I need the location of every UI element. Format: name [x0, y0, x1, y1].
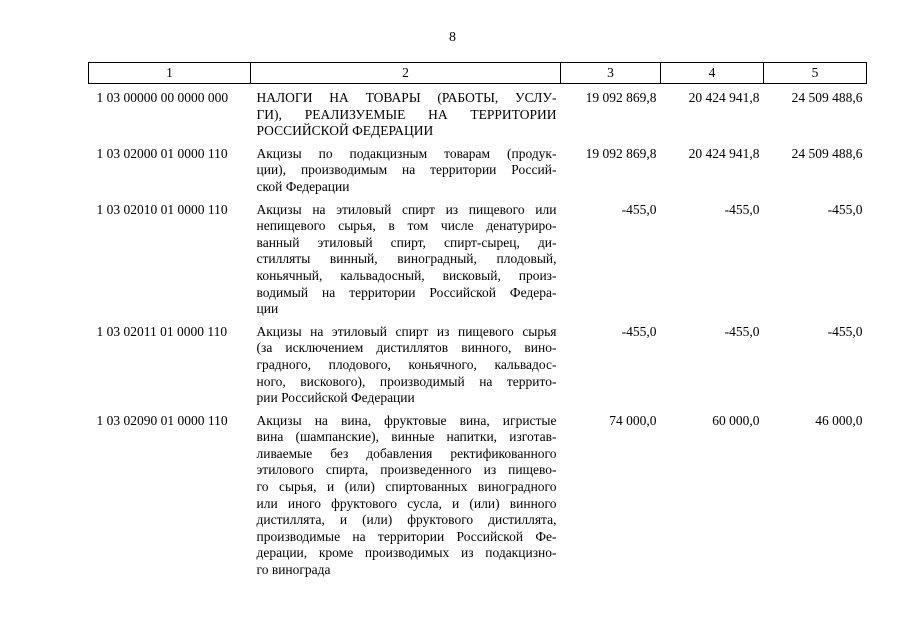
- revenue-name-line: водимый на территории Российской Федера-: [256, 284, 557, 300]
- revenue-name-line: коньячный, кальвадосный, висковый, произ-: [256, 267, 557, 283]
- amount-col-3: 19 092 869,8: [585, 90, 657, 105]
- amount-col-3: -455,0: [621, 323, 657, 339]
- table-row: [89, 84, 867, 146]
- amount-col-3: 19 092 869,8: [585, 145, 657, 161]
- amount-col-3: 74 000,0: [609, 412, 657, 428]
- amount-col-5: 24 509 488,6: [791, 145, 863, 161]
- revenue-name-line: вина (шампанские), винные напитки, изготав-: [256, 429, 557, 445]
- table-row: [89, 413, 867, 585]
- budget-code: 1 03 02011 01 0000 110: [96, 323, 228, 339]
- revenue-name-line: этилового спирта, произведенного из пищево-: [256, 462, 557, 478]
- amount-col-4: 20 424 941,8: [688, 145, 760, 161]
- revenue-name: [251, 146, 561, 202]
- revenue-name-line: НАЛОГИ НА ТОВАРЫ (РАБОТЫ, УСЛУ-: [256, 90, 557, 105]
- revenue-name-line: Акцизы по подакцизным товарам (продук-: [256, 145, 557, 161]
- revenue-name-line: го сырья, и (или) спиртованных виноградного: [256, 479, 557, 495]
- revenue-name-line: стилляты винный, виноградный, плодовый,: [256, 251, 557, 267]
- revenue-name: [251, 84, 561, 146]
- column-header-4: 4: [661, 63, 764, 84]
- revenue-name-line: ции), производимым на территории Россий-: [256, 162, 557, 178]
- amount-col-4: -455,0: [724, 323, 760, 339]
- revenue-name-line: ного, вискового), производимый на террито-: [256, 373, 557, 389]
- revenue-name-line: ции: [256, 301, 279, 317]
- amount-col-5: 46 000,0: [815, 412, 863, 428]
- column-header-3: 3: [561, 63, 661, 84]
- amount-col-5: 24 509 488,6: [791, 90, 863, 105]
- revenue-name-line: (за исключением дистиллятов винного, вино-: [256, 340, 557, 356]
- revenue-name-line: Акцизы на этиловый спирт из пищевого или: [256, 201, 557, 217]
- amount-col-4: -455,0: [724, 201, 760, 217]
- revenue-name-line: Акцизы на вина, фруктовые вина, игристые: [256, 412, 557, 428]
- revenue-name-line: ГИ), РЕАЛИЗУЕМЫЕ НА ТЕРРИТОРИИ: [256, 106, 557, 122]
- budget-code: 1 03 02010 01 0000 110: [96, 201, 228, 217]
- revenue-name-line: непищевого сырья, в том числе денатуриро-: [256, 218, 557, 234]
- budget-code: 1 03 02000 01 0000 110: [96, 145, 228, 161]
- revenue-name-line: дистиллята, и (или) фруктового дистиллята,: [256, 512, 557, 528]
- revenue-name-line: ванный этиловый спирт, спирт-сырец, ди-: [256, 234, 557, 250]
- revenue-name-line: или иного фруктового сусла, и (или) винного: [256, 495, 557, 511]
- table-header-row: [89, 63, 867, 84]
- revenue-name: [251, 324, 561, 413]
- amount-col-4: 20 424 941,8: [688, 90, 760, 105]
- revenue-name: [251, 413, 561, 585]
- revenue-name: [251, 202, 561, 324]
- budget-code: 1 03 02090 01 0000 110: [96, 412, 228, 428]
- revenue-name-line: дерации, кроме производимых из подакцизно-: [256, 545, 557, 561]
- column-header-5: 5: [764, 63, 867, 84]
- page-number: 8: [449, 30, 456, 45]
- table-row: [89, 202, 867, 324]
- table-row: [89, 146, 867, 202]
- revenue-name-line: го винограда: [256, 562, 331, 578]
- amount-col-5: -455,0: [827, 201, 863, 217]
- revenue-name-line: РОССИЙСКОЙ ФЕДЕРАЦИИ: [256, 123, 434, 139]
- revenue-name-line: Акцизы на этиловый спирт из пищевого сырья: [256, 323, 557, 339]
- revenue-name-line: градного, плодового, коньячного, кальвадос-: [256, 356, 557, 372]
- amount-col-3: -455,0: [621, 201, 657, 217]
- amount-col-4: 60 000,0: [712, 412, 760, 428]
- column-header-2: 2: [251, 63, 561, 84]
- budget-code: 1 03 00000 00 0000 000: [96, 90, 229, 105]
- revenue-name-line: ливаемые без добавления ректификованного: [256, 445, 557, 461]
- table-row: [89, 324, 867, 413]
- column-header-1: 1: [89, 63, 251, 84]
- revenue-name-line: производимые на территории Российской Фе-: [256, 528, 557, 544]
- revenue-name-line: рии Российской Федерации: [256, 390, 415, 406]
- budget-table: [88, 62, 867, 585]
- revenue-name-line: ской Федерации: [256, 178, 350, 194]
- amount-col-5: -455,0: [827, 323, 863, 339]
